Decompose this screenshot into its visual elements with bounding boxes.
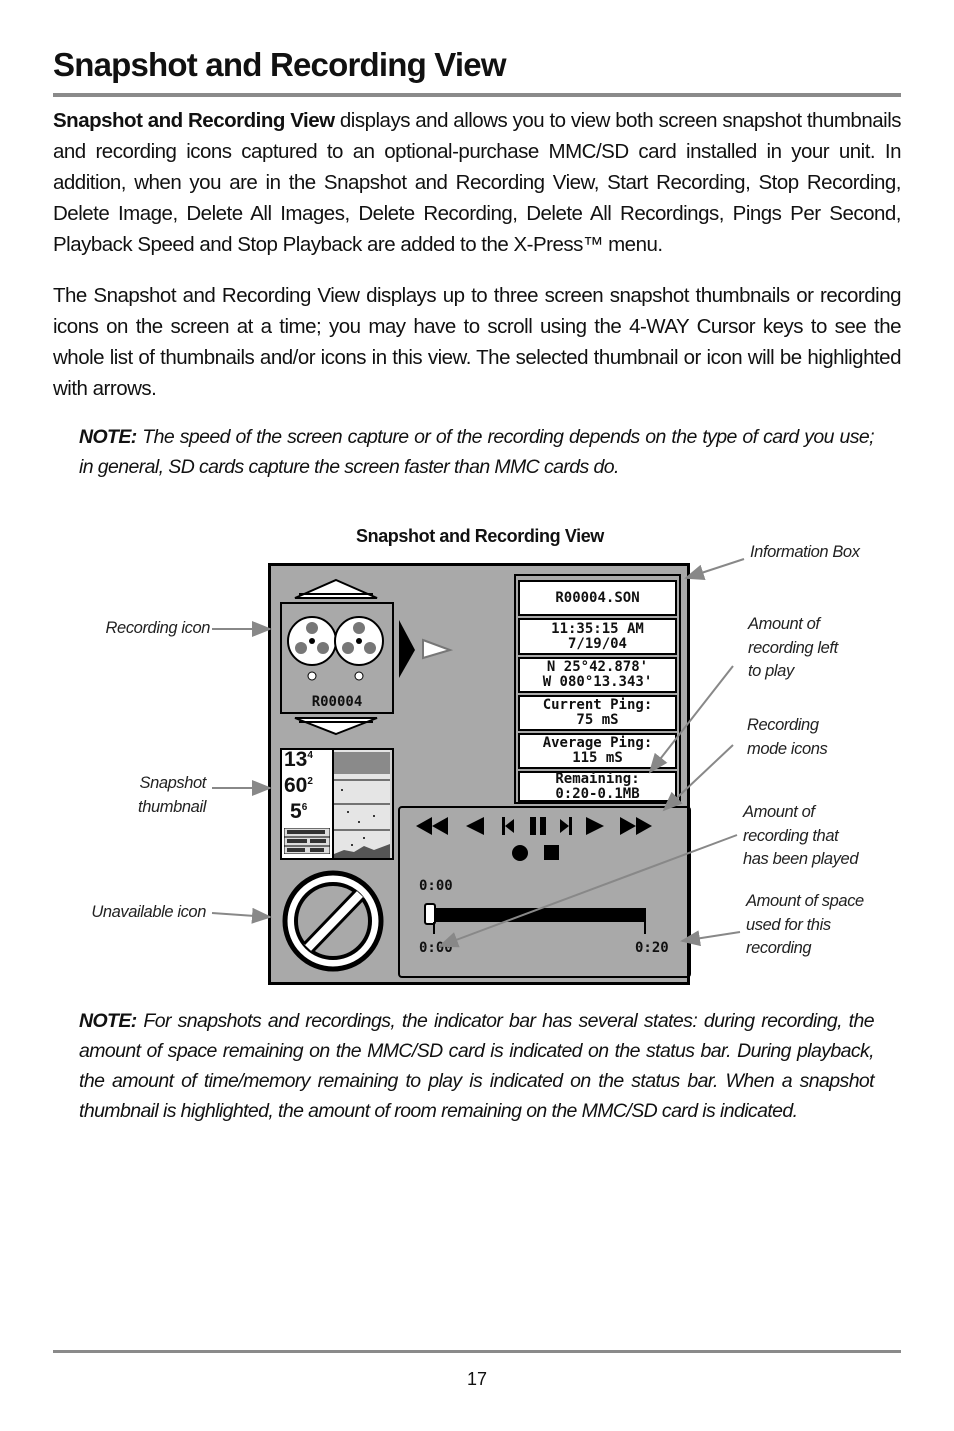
note-label: NOTE: [79,1010,137,1032]
current-ping-value: 75 mS [576,712,619,728]
note-text: For snapshots and recordings, the indicator bar has several states: during recording, the amount of space remaining on the MMC/SD card is indicated on the status bar. During playback, the amount of time/memory remaining to play is indicated on the status bar. When a snapshot thumbnail is highlighted, the amount of room remaining on the MMC/SD card is indicated. [79,1010,874,1122]
scroll-paragraph: The Snapshot and Recording View displays up to three screen snapshot thumbnails or recording icons on the screen at a time; you may have to scroll using the 4-WAY Cursor keys to see the whole list of thumbnails and/or icons in this view. The selected thumbnail or icon will be highlighted with arrows. [53,284,901,400]
intro-lead: Snapshot and Recording View [53,109,335,132]
current-ping-label: Current Ping: [542,697,653,713]
info-time: 11:35:15 AM [551,620,644,637]
recording-name: R00004 [311,694,363,710]
intro-text: displays and allows you to view both screen snapshot thumbnails and recording icons captured to an optional-purchase MMC/SD card installed in your unit. In addition, when you are in the Snapshot and Recording View, Start Recording, Stop Recording, Delete Image, Delete All Images, Delete Recording, Delete All Recordings, Pings Per Second, Playback Speed and Stop Playback are added to the X-Press™ menu. [53,109,901,256]
callout-amount-left: Amount of recording left to play [748,615,838,680]
callout-mode-icons: Recording mode icons [747,716,828,758]
remaining-label: Remaining: [555,770,640,787]
callout-space-used: Amount of space used for this recording [746,892,864,957]
average-ping-label: Average Ping: [542,735,653,751]
indicator-note [79,1006,874,1126]
info-file-name: R00004.SON [518,580,677,616]
end-time: 0:20 [635,940,669,956]
footer-divider [53,1350,901,1353]
thumbnail-depth: $13^4$ [284,748,313,771]
info-date: 7/19/04 [567,635,627,652]
info-latitude: N 25°42.878' [546,659,649,675]
callout-unavailable-icon: Unavailable icon [91,903,206,921]
played-time: 0:00 [419,878,453,894]
callout-recording-icon: Recording icon [105,619,210,637]
thumbnail-temp: $60^2$ [284,774,313,797]
thumbnail-speed: $5^6$ [290,800,308,823]
note-label: NOTE: [79,426,137,448]
callout-information-box: Information Box [750,543,860,561]
page-number: 17 [466,1369,488,1389]
callout-amount-played: Amount of recording that has been played [743,803,859,868]
info-longitude: W 080°13.343' [542,674,653,690]
remaining-value: 0:20-0.1MB [555,785,640,802]
note-text: The speed of the screen capture or of the recording depends on the type of card you use; in general, SD cards capture the screen faster than MMC cards do. [79,426,874,478]
average-ping-value: 115 mS [572,750,623,766]
callout-snapshot-thumbnail: Snapshot thumbnail [138,774,206,816]
figure-title: Snapshot and Recording View [356,526,604,546]
start-time: 0:00 [419,940,453,956]
page-title: Snapshot and Recording View [53,46,506,83]
